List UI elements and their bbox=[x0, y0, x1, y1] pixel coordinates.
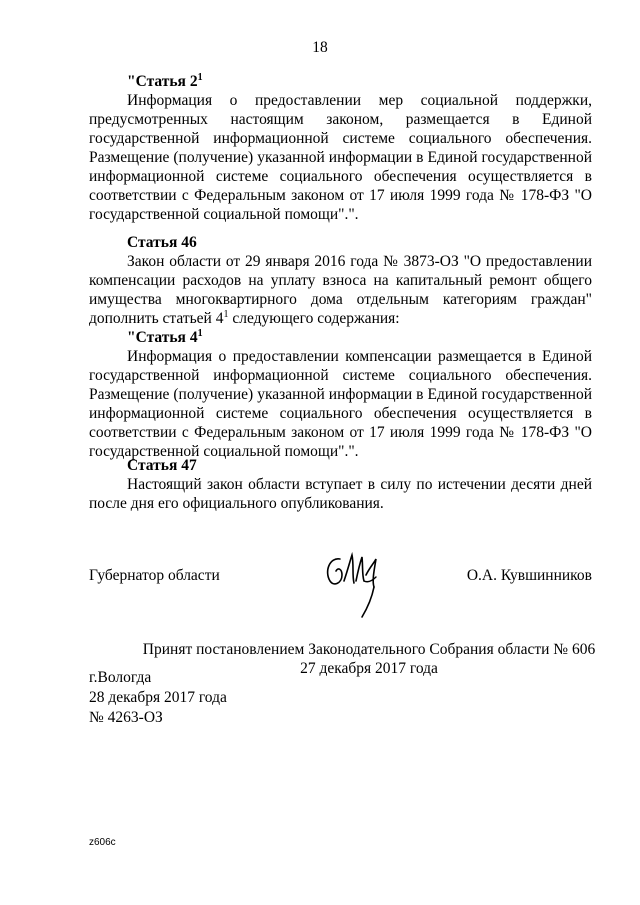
article-46 bbox=[89, 233, 592, 461]
handwritten-signature bbox=[318, 541, 398, 621]
article-4-1-title: "Статья $4^1$ bbox=[127, 327, 203, 346]
article-47 bbox=[89, 456, 592, 513]
signing-date: 28 декабря 2017 года bbox=[89, 689, 227, 706]
city: г.Вологда bbox=[89, 669, 152, 686]
article-4-1-text: Информация о предоставлении компенсации размещается в Единой государственной информационной системе социального обеспечения. Размещение (получение) указанной информации в Единой государственной информационной системе социального обеспечения осуществляется в соответствии с Федеральным законом от 17 июля 1999 года № 178-ФЗ "О государственной социальной помощи".". bbox=[89, 348, 592, 460]
adoption-line-1: Принят постановлением Законодательного Собрания области № 606 bbox=[142, 641, 596, 658]
law-number: № 4263-ОЗ bbox=[89, 709, 163, 726]
article-46-intro: Закон области от 29 января 2016 года № 3873-ОЗ "О предоставлении компенсации расходов на уплату взноса на капитальный ремонт общего имущества многоквартирного дома отдельным категориям граждан" дополнить статьей $4^1$ следующего содержания: bbox=[89, 253, 592, 327]
article-47-title: Статья 47 bbox=[127, 457, 197, 474]
article-46-title: Статья 46 bbox=[127, 234, 197, 251]
governor-title: Губернатор области bbox=[89, 567, 220, 584]
article-2-1 bbox=[89, 72, 592, 224]
governor-name: О.А. Кувшинников bbox=[466, 567, 592, 584]
article-2-1-title: "Статья $2^1$ bbox=[127, 71, 203, 90]
document-code: z606c bbox=[89, 837, 116, 848]
adoption-line-2: 27 декабря 2017 года bbox=[300, 660, 438, 677]
article-2-1-text: Информация о предоставлении мер социальной поддержки, предусмотренных настоящим законом, размещается в Единой государственной информационной системе социального обеспечения. Размещение (получение) указанной информации в Единой государственной информационной системе социального обеспечения осуществляется в соответствии с Федеральным законом от 17 июля 1999 года № 178-ФЗ "О государственной социальной помощи".". bbox=[89, 92, 592, 223]
page-number: 18 bbox=[312, 39, 328, 56]
document-meta bbox=[89, 668, 227, 728]
article-47-text: Настоящий закон области вступает в силу по истечении десяти дней после дня его официального опубликования. bbox=[89, 476, 592, 512]
